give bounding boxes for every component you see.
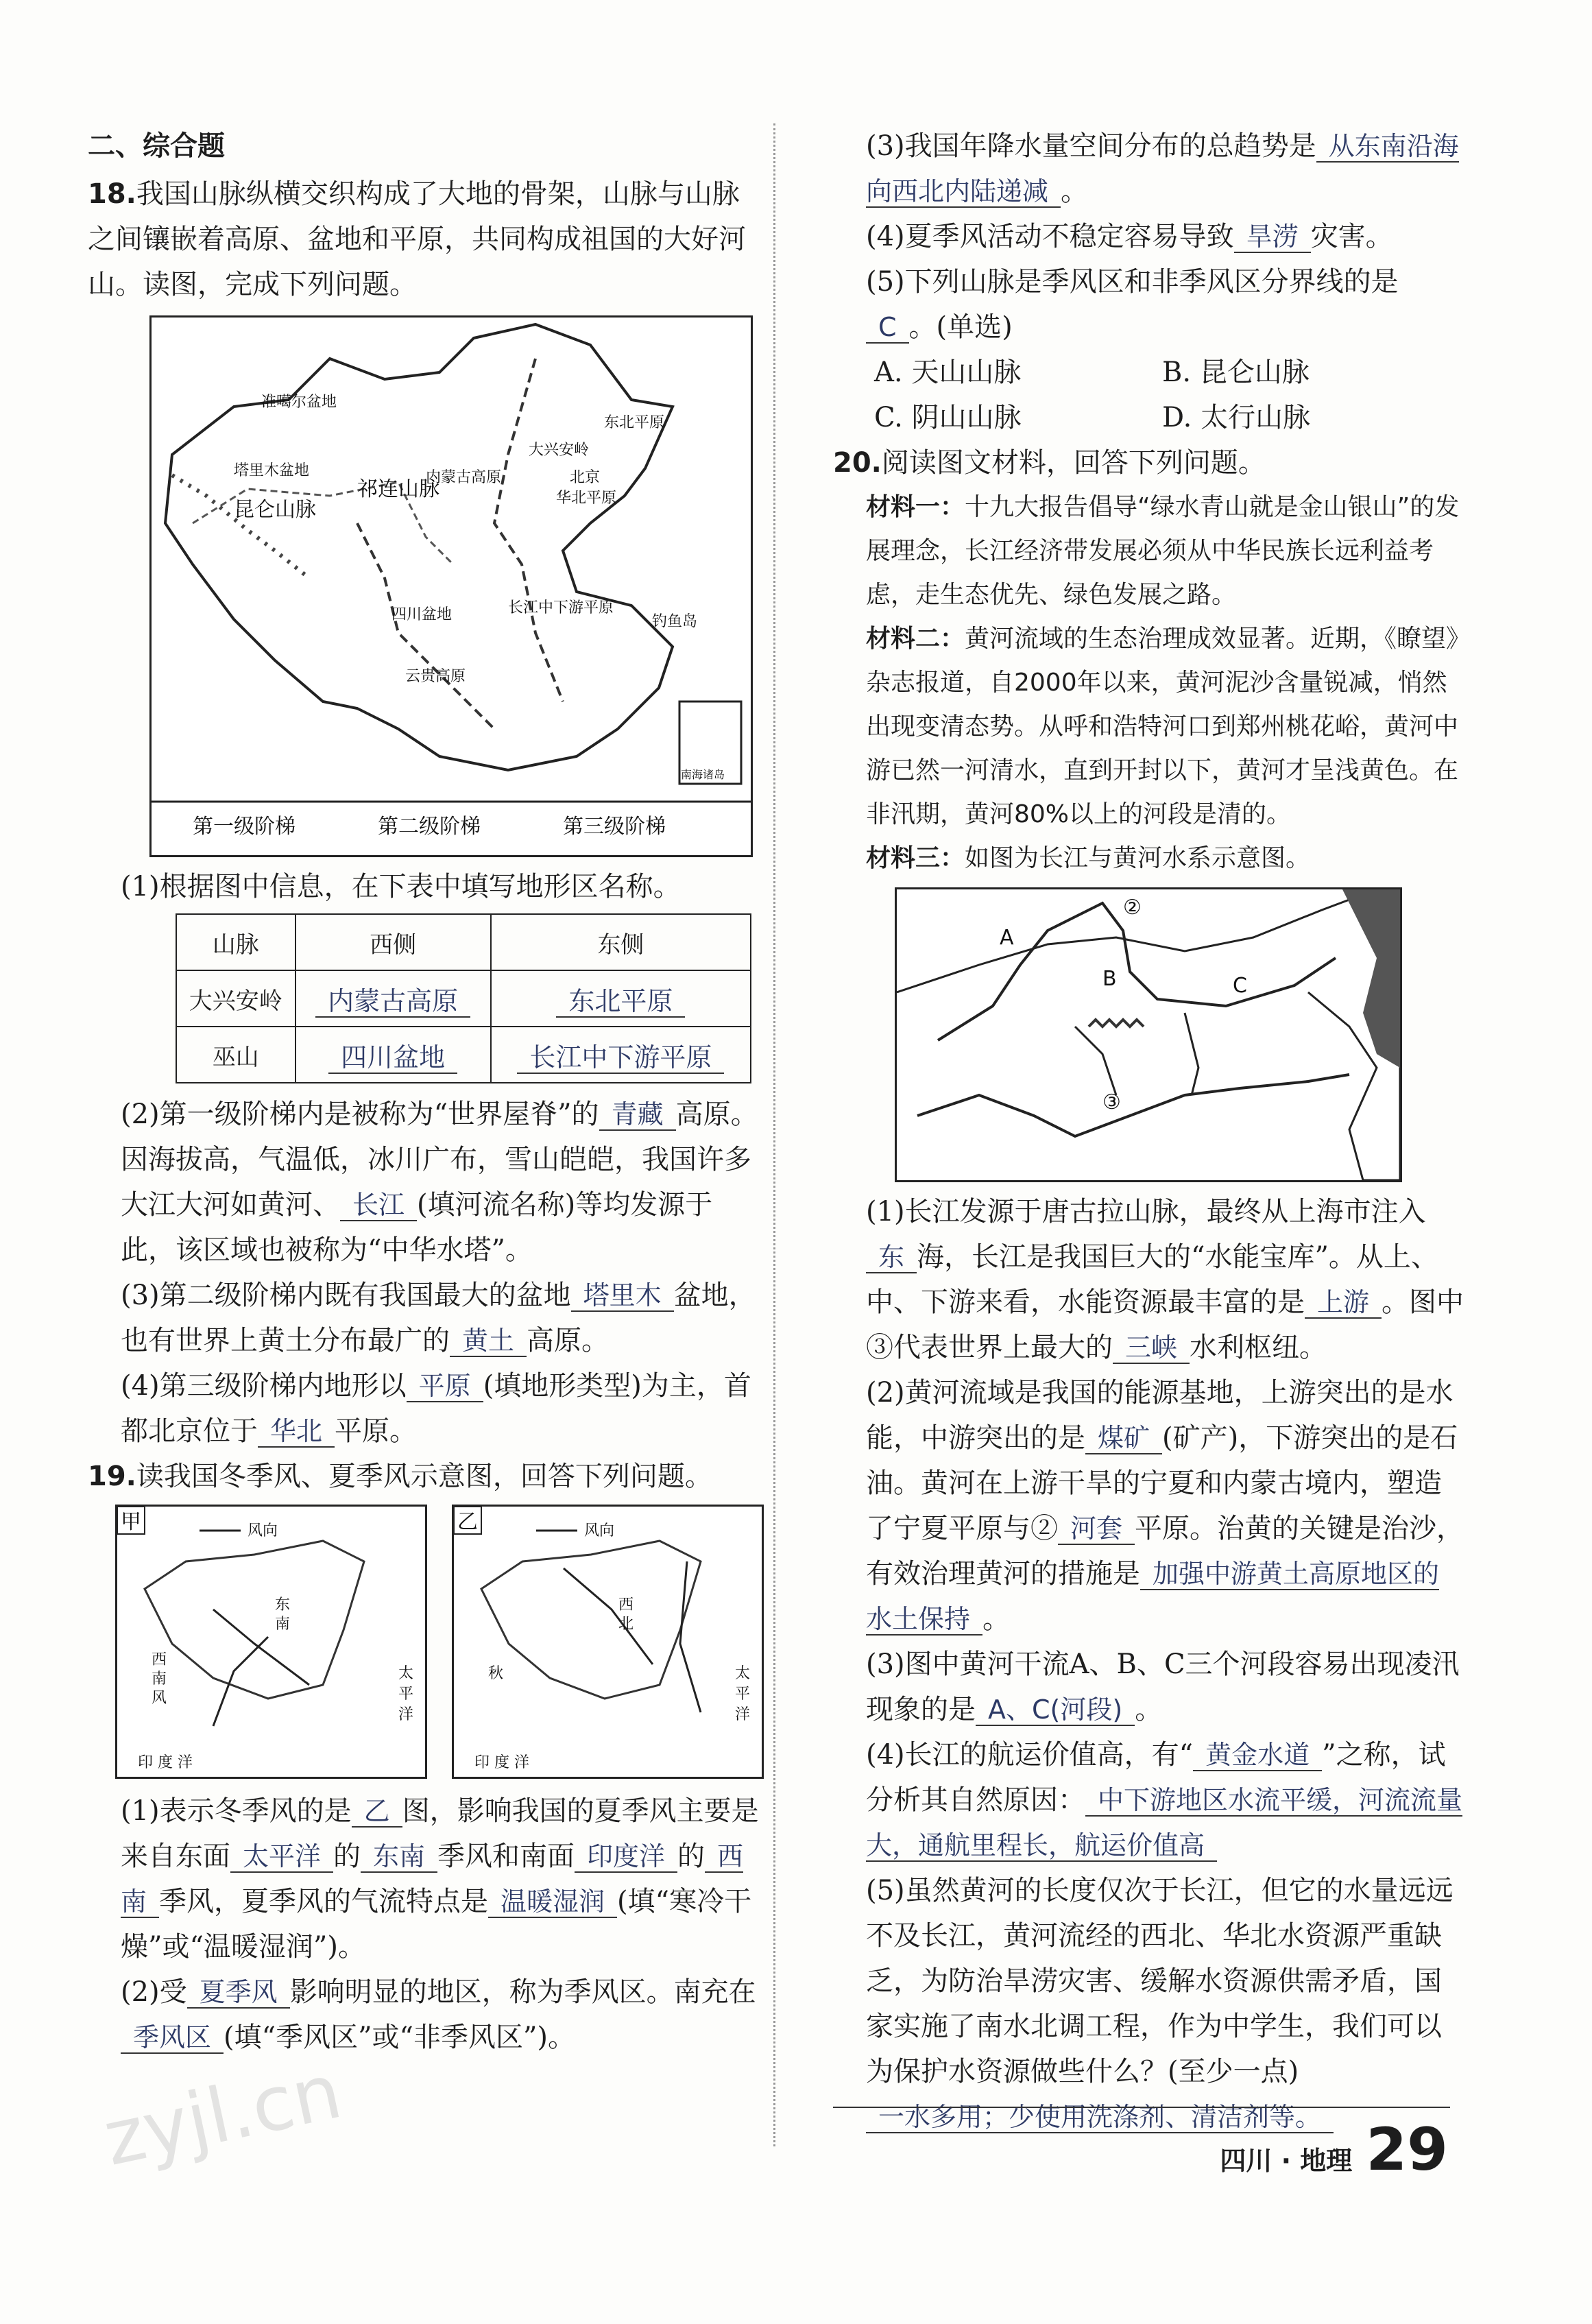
- q20-p3: (3)图中黄河干流A、B、C三个河段容易出现凌汛现象的是 A、C(河段) 。: [866, 1649, 1460, 1725]
- svg-text:南: 南: [152, 1670, 167, 1688]
- label-2: ②: [1123, 896, 1142, 920]
- answer: C: [866, 312, 909, 344]
- svg-text:太: 太: [398, 1665, 414, 1682]
- svg-text:秋: 秋: [488, 1665, 504, 1682]
- answer: 西南: [121, 1841, 744, 1917]
- table-header: 山脉: [176, 914, 296, 970]
- answer: 东北平原: [556, 986, 685, 1018]
- monsoon-maps: [115, 1505, 760, 1779]
- option-c: C. 阴山山脉: [874, 402, 1022, 433]
- label-junggar: 准噶尔盆地: [261, 394, 337, 411]
- table-cell: [296, 1027, 491, 1083]
- q20-number: 20.: [833, 447, 882, 479]
- map-tag-yi: 乙: [457, 1510, 478, 1534]
- step-3: 第三级阶梯: [563, 815, 666, 839]
- option-a: A. 天山山脉: [874, 357, 1022, 388]
- q19-p1: (1)表示冬季风的是 乙 图，影响我国的夏季风主要是来自东面 太平洋 的 东南 季风和南面 印度洋 的 西南 季风，夏季风的气流特点是 温暖湿润 (填“寒冷干燥”或“温暖湿润”)。: [121, 1795, 759, 1963]
- q19-p2: (2)受 夏季风 影响明显的地区，称为季风区。南充在季风区 (填“季风区”或“非季风区”)。: [121, 1976, 756, 2053]
- table-cell: [491, 1027, 751, 1083]
- svg-text:北: 北: [618, 1616, 634, 1633]
- answer: 长江中下游平原: [517, 1042, 724, 1074]
- left-column: [88, 123, 760, 2060]
- q18-p2: (2)第一级阶梯内是被称为“世界屋脊”的 青藏 高原。因海拔高，气温低，冰川广布，雪山皑皑，我国许多大江大河如黄河、 长江 (填河流名称)等均发源于此，该区域也被称为“中华水塔”。: [121, 1099, 758, 1266]
- label-c: C: [1233, 974, 1247, 998]
- answer: 乙: [352, 1796, 402, 1828]
- label-tarim: 塔里木盆地: [234, 462, 310, 479]
- svg-text:风: 风: [152, 1690, 167, 1707]
- label-sichuan: 四川盆地: [391, 606, 453, 623]
- table-row: [176, 1027, 751, 1083]
- table-header: 东侧: [491, 914, 751, 970]
- label-a: A: [1000, 926, 1014, 950]
- footer-region: 四川 · 地理: [1220, 2146, 1353, 2176]
- q19-number: 19.: [88, 1461, 136, 1492]
- q19-p3: (3)我国年降水量空间分布的总趋势是 从东南沿海向西北内陆递减 。: [866, 130, 1459, 207]
- terrain-table: [176, 913, 751, 1083]
- answer: 季风区: [121, 2022, 224, 2054]
- answer: 从东南沿海向西北内陆递减: [866, 131, 1459, 206]
- river-system-map: [895, 887, 1402, 1182]
- answer: 旱涝: [1234, 221, 1311, 253]
- footer-rule: [833, 2107, 1450, 2108]
- q18-number: 18.: [88, 178, 136, 210]
- answer: 煤矿: [1085, 1423, 1162, 1454]
- table-header-row: [176, 914, 751, 970]
- svg-text:印 度 洋: 印 度 洋: [474, 1754, 529, 1771]
- answer: 青藏: [599, 1099, 676, 1131]
- answer: 内蒙古高原: [315, 986, 470, 1018]
- table-cell: 大兴安岭: [176, 970, 296, 1027]
- answer: 河套: [1058, 1513, 1135, 1545]
- svg-text:太: 太: [735, 1665, 751, 1682]
- label-changjiang: 长江中下游平原: [508, 599, 614, 616]
- step-2: 第二级阶梯: [378, 815, 481, 839]
- label-nanhai: 南海诸岛: [681, 768, 725, 781]
- answer: 四川盆地: [328, 1042, 457, 1074]
- monsoon-map-yi: [452, 1505, 764, 1779]
- table-cell: [296, 970, 491, 1027]
- answer: 东南: [361, 1841, 437, 1873]
- svg-text:洋: 洋: [735, 1706, 751, 1723]
- q19-p5: (5)下列山脉是季风区和非季风区分界线的是C 。(单选): [866, 266, 1399, 343]
- label-dongbei: 东北平原: [604, 414, 665, 431]
- wind-label: 风向: [248, 1522, 278, 1540]
- answer: 一水多用；少使用洗涤剂、清洁剂等。: [866, 2102, 1334, 2133]
- monsoon-map-jia: [115, 1505, 427, 1779]
- q19-text: 读我国冬季风、夏季风示意图，回答下列问题。: [136, 1461, 712, 1492]
- material-1: 材料一：十九大报告倡导“绿水青山就是金山银山”的发展理念，长江经济带发展必须从中华民族长远利益考虑，走生态优先、绿色发展之路。: [866, 493, 1460, 609]
- label-qilian: 祁连山脉: [357, 477, 439, 501]
- label-daxinganling: 大兴安岭: [529, 442, 590, 459]
- svg-text:平: 平: [735, 1686, 751, 1703]
- answer: 平原: [407, 1371, 483, 1402]
- q18-p4: (4)第三级阶梯内地形以 平原 (填地形类型)为主，首都北京位于 华北 平原。: [121, 1370, 751, 1447]
- label-diaoyudao: 钓鱼岛: [652, 613, 698, 630]
- label-beijing: 北京: [570, 469, 601, 486]
- answer: 中下游地区水流平缓，河流流量大，通航里程长，航运价值高: [866, 1785, 1463, 1860]
- section-title: 二、综合题: [88, 130, 225, 162]
- wind-label: 风向: [584, 1522, 615, 1540]
- page-number: 29: [1366, 2116, 1448, 2184]
- answer: 温暖湿润: [488, 1886, 617, 1918]
- q19-stem: [88, 1454, 760, 1499]
- label-yungui: 云贵高原: [405, 668, 466, 685]
- q20-p4: (4)长江的航运价值高，有“ 黄金水道 ”之称，试分析其自然原因： 中下游地区水流平缓，河流流量大，通航里程长，航运价值高: [866, 1739, 1463, 1860]
- step-1: 第一级阶梯: [193, 815, 296, 839]
- q19-p4: (4)夏季风活动不稳定容易导致 旱涝 灾害。: [866, 221, 1393, 252]
- q20-p2: (2)黄河流域是我国的能源基地，上游突出的是水能，中游突出的是 煤矿 (矿产)，下游突出的是石油。黄河在上游干旱的宁夏和内蒙古境内，塑造了宁夏平原与② 河套 平原。治黄的关键是治沙，有效治理黄河的措施是 加强中游黄土高原地区的水土保持 。: [866, 1377, 1464, 1635]
- q20-p1: (1)长江发源于唐古拉山脉，最终从上海市注入东 海，长江是我国巨大的“水能宝库”。从上、中、下游来看，水能资源最丰富的是 上游 。图中③代表世界上最大的 三峡 水利枢纽。: [866, 1196, 1464, 1363]
- answer: 印度洋: [575, 1841, 677, 1873]
- label-3: ③: [1102, 1090, 1121, 1114]
- q18-p3: (3)第二级阶梯内既有我国最大的盆地 塔里木 盆地，也有世界上黄土分布最广的 黄土 高原。: [121, 1280, 756, 1356]
- q18-p1: (1)根据图中信息，在下表中填写地形区名称。: [121, 871, 681, 902]
- answer: 上游: [1305, 1287, 1382, 1319]
- watermark: zyjl.cn: [96, 2047, 349, 2183]
- answer: 加强中游黄土高原地区的水土保持: [866, 1559, 1440, 1634]
- material-3: 材料三：如图为长江与黄河水系示意图。: [866, 844, 1311, 872]
- page-footer: [1220, 2116, 1448, 2184]
- svg-text:西: 西: [618, 1596, 634, 1614]
- q19-options: [833, 350, 1464, 440]
- svg-text:南: 南: [275, 1616, 291, 1633]
- answer: 华北: [258, 1416, 335, 1448]
- answer: 黄土: [450, 1326, 527, 1357]
- q18-stem: [88, 171, 760, 307]
- table-header: 西侧: [296, 914, 491, 970]
- table-cell: 巫山: [176, 1027, 296, 1083]
- answer: 夏季风: [187, 1977, 290, 2009]
- answer: 塔里木: [571, 1280, 674, 1312]
- answer: 三峡: [1113, 1332, 1190, 1364]
- column-divider: [773, 123, 775, 2146]
- svg-text:洋: 洋: [398, 1706, 414, 1723]
- map-tag-jia: 甲: [121, 1510, 141, 1534]
- label-huabei: 华北平原: [556, 490, 617, 507]
- option-b: B. 昆仑山脉: [1162, 357, 1310, 388]
- china-terrain-map: [149, 315, 753, 857]
- table-cell: [491, 970, 751, 1027]
- option-d: D. 太行山脉: [1162, 402, 1311, 433]
- material-2: 材料二：黄河流域的生态治理成效显著。近期，《瞭望》杂志报道，自2000年以来，黄河泥沙含量锐减，悄然出现变清态势。从呼和浩特河口到郑州桃花峪，黄河中游已然一河清水，直到开封以下，黄河才呈浅黄色。在非汛期，黄河80%以上的河段是清的。: [866, 625, 1459, 828]
- answer: 长江: [340, 1190, 417, 1221]
- q18-text: 我国山脉纵横交织构成了大地的骨架，山脉与山脉之间镶嵌着高原、盆地和平原，共同构成祖国的大好河山。读图，完成下列问题。: [88, 178, 746, 300]
- answer: 黄金水道: [1193, 1740, 1322, 1771]
- svg-text:西: 西: [152, 1651, 167, 1668]
- answer: A、C(河段): [976, 1694, 1135, 1726]
- label-b: B: [1102, 967, 1117, 991]
- answer: 太平洋: [230, 1841, 333, 1873]
- q20-stem: 20.阅读图文材料，回答下列问题。: [833, 447, 1266, 479]
- table-row: [176, 970, 751, 1027]
- label-kunlun: 昆仑山脉: [234, 498, 316, 522]
- svg-text:印 度 洋: 印 度 洋: [138, 1754, 193, 1771]
- right-column: [833, 123, 1464, 2140]
- q20-p5: (5)虽然黄河的长度仅次于长江，但它的水量远远不及长江，黄河流经的西北、华北水资源严重缺乏，为防治旱涝灾害、缓解水资源供需矛盾，国家实施了南水北调工程，作为中学生，我们可以为保护水资源做些什么？(至少一点): [866, 1875, 1454, 2087]
- svg-text:东: 东: [275, 1596, 291, 1614]
- svg-text:平: 平: [398, 1686, 414, 1703]
- label-neimenggu: 内蒙古高原: [426, 469, 502, 486]
- answer: 东: [866, 1242, 917, 1273]
- terrain-table-wrap: [88, 913, 760, 1083]
